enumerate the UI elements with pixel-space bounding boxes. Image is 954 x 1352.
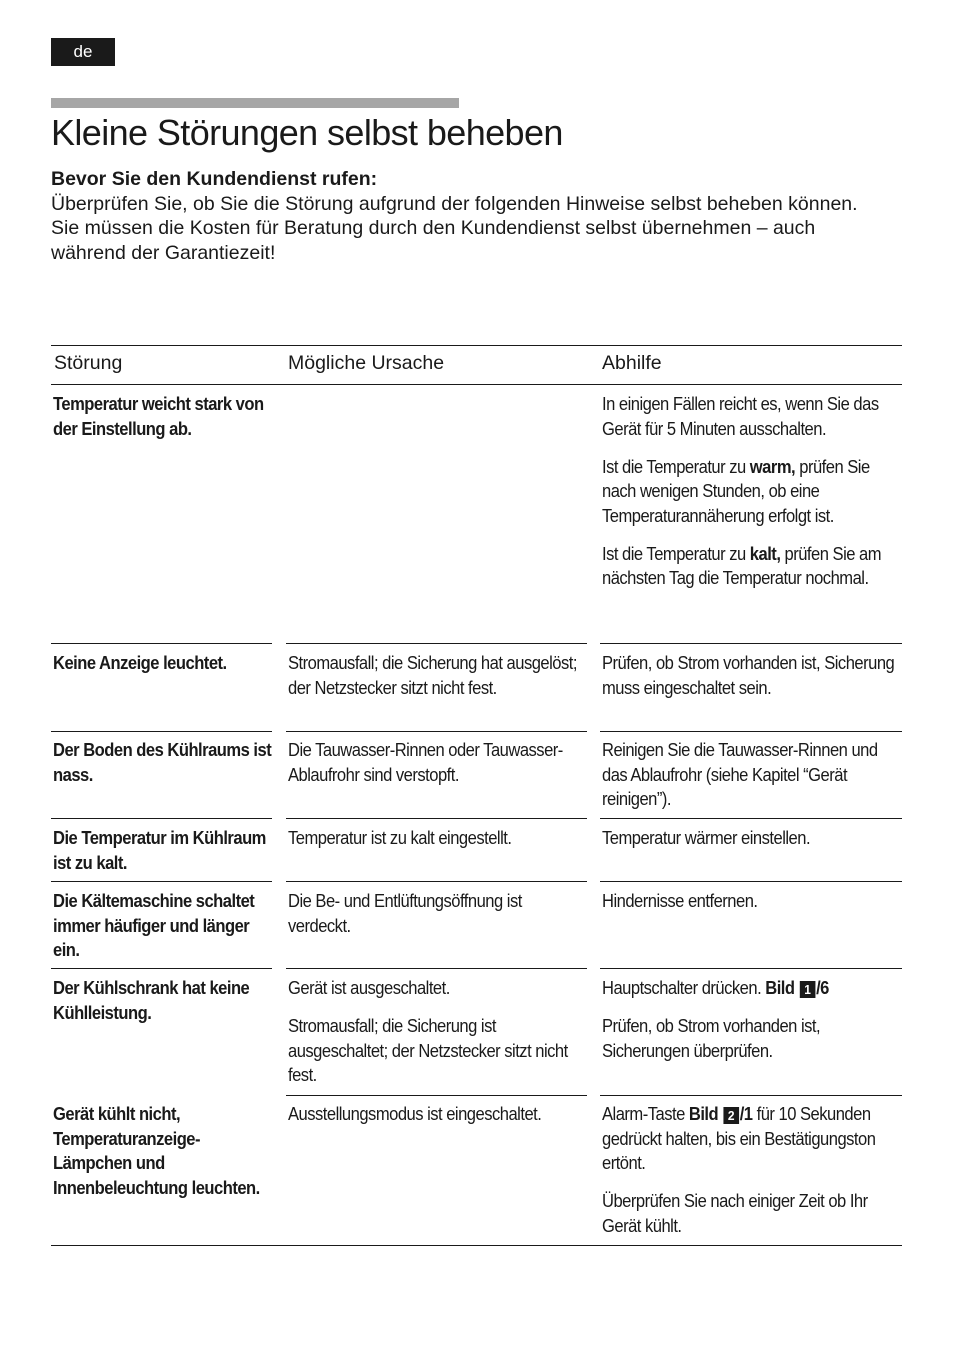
row-1-stoerung: Temperatur weicht stark von der Einstellung ab. [53, 394, 264, 439]
row-4-abhilfe: Temperatur wärmer einstellen. [602, 828, 811, 848]
row-1-abhilfe-2: Ist die Temperatur zu warm, prüfen Sie nach wenigen Stunden, ob eine Temperaturannäherung erfolgt ist. [602, 456, 870, 526]
row-7-abhilfe-2: Überprüfen Sie nach einiger Zeit ob Ihr Gerät kühlt. [602, 1191, 868, 1236]
row-1-abhilfe [602, 392, 901, 591]
row-4-ursache: Temperatur ist zu kalt eingestellt. [288, 828, 512, 848]
title-accent-bar [51, 98, 459, 108]
row-5-ursache: Die Be- und Entlüftungsöffnung ist verdeckt. [288, 891, 522, 936]
row-6-stoerung: Der Kühlschrank hat keine Kühlleistung. [53, 978, 250, 1023]
column-header-stoerung: Störung [54, 352, 123, 374]
row-divider [286, 1095, 587, 1096]
language-badge: de [51, 38, 115, 66]
intro-paragraph-1: Überprüfen Sie, ob Sie die Störung aufgrund der folgenden Hinweise selbst beheben können. [51, 192, 858, 215]
row-7-stoerung: Gerät kühlt nicht, Temperaturanzeige-Lämpchen und Innenbeleuchtung leuchten. [53, 1104, 260, 1198]
row-divider [600, 643, 902, 644]
table-bottom-border [51, 1245, 902, 1246]
row-divider [51, 818, 272, 819]
row-divider [286, 643, 587, 644]
page-title: Kleine Störungen selbst beheben [51, 112, 563, 153]
row-5-stoerung: Die Kältemaschine schaltet immer häufiger und länger ein. [53, 891, 255, 960]
intro-lead: Bevor Sie den Kundendienst rufen: [51, 168, 378, 190]
row-2-ursache: Stromausfall; die Sicherung hat ausgelöst; der Netzstecker sitzt nicht fest. [288, 653, 577, 698]
row-divider [600, 968, 902, 969]
row-6-abhilfe-2: Prüfen, ob Strom vorhanden ist, Sicherungen überprüfen. [602, 1016, 821, 1061]
row-divider [600, 881, 902, 882]
row-3-abhilfe: Reinigen Sie die Tauwasser-Rinnen und das Ablaufrohr (siehe Kapitel “Gerät reinigen”). [602, 740, 878, 809]
column-header-abhilfe: Abhilfe [602, 352, 662, 374]
row-divider [51, 731, 272, 732]
row-divider [51, 881, 272, 882]
row-divider [286, 881, 587, 882]
row-6-ursache-2: Stromausfall; die Sicherung ist ausgeschaltet; der Netzstecker sitzt nicht fest. [288, 1016, 568, 1085]
row-divider [286, 731, 587, 732]
row-6-ursache [288, 976, 582, 1088]
row-divider [286, 818, 587, 819]
column-header-ursache: Mögliche Ursache [288, 352, 445, 374]
row-1-abhilfe-1: In einigen Fällen reicht es, wenn Sie das Gerät für 5 Minuten ausschalten. [602, 394, 879, 439]
row-divider [600, 1095, 902, 1096]
row-7-abhilfe [602, 1102, 901, 1238]
row-3-ursache: Die Tauwasser-Rinnen oder Tauwasser-Ablaufrohr sind verstopft. [288, 740, 563, 785]
row-divider [51, 643, 272, 644]
row-divider [286, 968, 587, 969]
row-4-stoerung: Die Temperatur im Kühlraum ist zu kalt. [53, 828, 266, 873]
row-3-stoerung: Der Boden des Kühlraums ist nass. [53, 740, 272, 785]
row-6-ursache-1: Gerät ist ausgeschaltet. [288, 978, 450, 998]
row-6-abhilfe-1: Hauptschalter drücken. Bild 1 /6 [602, 978, 829, 998]
row-6-abhilfe [602, 976, 901, 1063]
intro-section [51, 167, 891, 265]
row-7-ursache: Ausstellungsmodus ist eingeschaltet. [288, 1104, 542, 1124]
table-header [51, 345, 902, 385]
row-divider [600, 818, 902, 819]
row-2-abhilfe: Prüfen, ob Strom vorhanden ist, Sicherung muss eingeschaltet sein. [602, 653, 895, 698]
row-1-abhilfe-3: Ist die Temperatur zu kalt, prüfen Sie am nächsten Tag die Temperatur nochmal. [602, 543, 882, 588]
intro-paragraph-2: Sie müssen die Kosten für Beratung durch den Kundendienst selbst übernehmen – auch während der Garantiezeit! [51, 217, 816, 264]
row-5-abhilfe: Hindernisse entfernen. [602, 891, 758, 911]
row-divider [51, 968, 272, 969]
row-7-abhilfe-1: Alarm-Taste Bild 2 /1 für 10 Sekunden gedrückt halten, bis ein Bestätigungston ertönt. [602, 1104, 876, 1173]
figure-number-badge: 2 [723, 1107, 739, 1124]
row-divider [600, 731, 902, 732]
row-2-stoerung: Keine Anzeige leuchtet. [53, 653, 227, 673]
figure-number-badge: 1 [800, 981, 816, 998]
